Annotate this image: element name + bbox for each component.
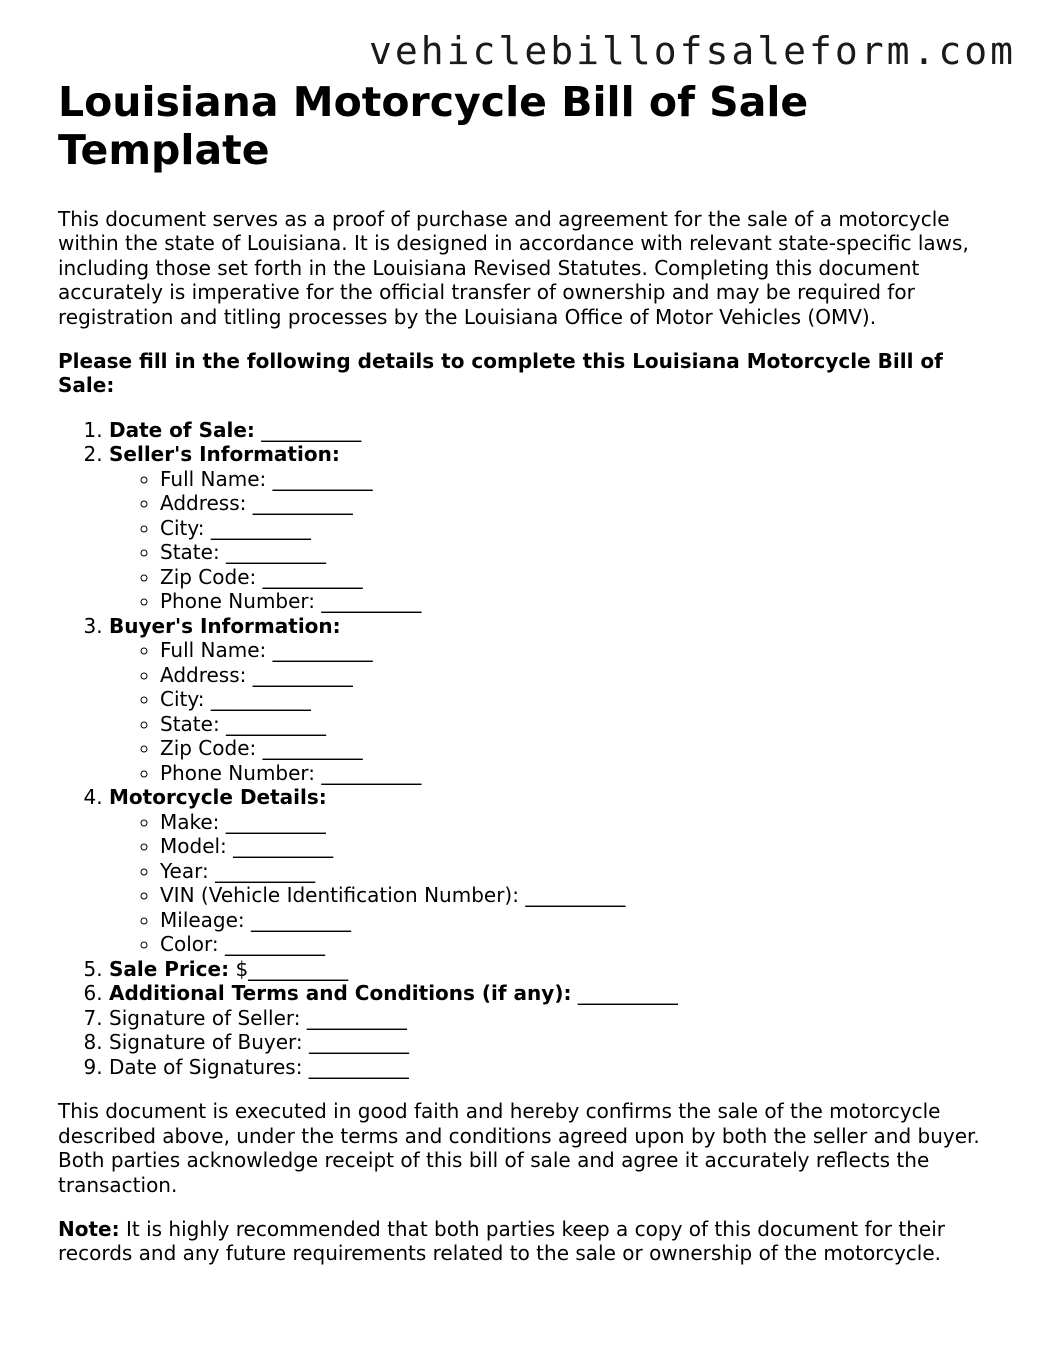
list-item-sale-price: [109, 957, 998, 982]
blank-line[interactable]: __________: [224, 932, 325, 957]
list-item: [160, 712, 998, 737]
list-item: [160, 859, 998, 884]
field-label: Date of Signatures:: [109, 1054, 303, 1079]
list-item: [160, 663, 998, 688]
blank-line[interactable]: __________: [251, 907, 352, 932]
intro-paragraph: This document serves as a proof of purchase and agreement for the sale of a motorcycle within the state of Louisiana. It is designed in accordance with relevant state-specific laws, including those set forth in the Louisiana Revised Statutes. Completing this document accurately is imperative for the official transfer of ownership and may be required for registration and titling processes by the Louisiana Office of Motor Vehicles (OMV).: [58, 207, 969, 329]
field-label: State:: [160, 711, 220, 736]
field-label: Full Name:: [160, 638, 267, 663]
field-label: Color:: [160, 932, 219, 957]
blank-line[interactable]: __________: [248, 956, 349, 981]
list-item-signature-buyer: [109, 1030, 998, 1055]
form-field-list: [58, 418, 998, 1080]
blank-line[interactable]: __________: [226, 711, 327, 736]
field-label: Address:: [160, 491, 247, 516]
blank-line[interactable]: __________: [252, 491, 353, 516]
note-label: Note:: [58, 1216, 120, 1241]
field-label: Phone Number:: [160, 589, 316, 614]
list-item: [160, 932, 998, 957]
field-label: Signature of Seller:: [109, 1005, 301, 1030]
list-item-motorcycle-details: [109, 785, 998, 957]
list-item: [160, 589, 998, 614]
field-label: Phone Number:: [160, 760, 316, 785]
list-item-date-of-sale: [109, 418, 998, 443]
blank-line[interactable]: __________: [321, 760, 422, 785]
list-item: [160, 638, 998, 663]
field-label: Year:: [160, 858, 209, 883]
field-label: Sale Price:: [109, 956, 230, 981]
blank-line[interactable]: __________: [308, 1030, 409, 1055]
field-label: Signature of Buyer:: [109, 1030, 303, 1055]
list-item: [160, 908, 998, 933]
list-item: [160, 491, 998, 516]
list-item: [160, 540, 998, 565]
fill-prompt: Please fill in the following details to complete this Louisiana Motorcycle Bill of Sale:: [58, 349, 943, 398]
currency-symbol: $: [235, 956, 249, 981]
field-label: Full Name:: [160, 466, 267, 491]
note-paragraph: [58, 1217, 998, 1266]
list-item: [160, 810, 998, 835]
motorcycle-field-list: [109, 810, 998, 957]
buyer-field-list: [109, 638, 998, 785]
blank-line[interactable]: __________: [306, 1005, 407, 1030]
field-label: Zip Code:: [160, 564, 257, 589]
field-label: City:: [160, 687, 205, 712]
list-item: [160, 467, 998, 492]
blank-line[interactable]: __________: [210, 515, 311, 540]
section-label: Motorcycle Details:: [109, 785, 327, 810]
blank-line[interactable]: __________: [210, 687, 311, 712]
field-label: VIN (Vehicle Identification Number):: [160, 883, 519, 908]
list-item-signature-seller: [109, 1006, 998, 1031]
field-label: Zip Code:: [160, 736, 257, 761]
blank-line[interactable]: __________: [262, 564, 363, 589]
blank-line[interactable]: __________: [233, 834, 334, 859]
field-label: City:: [160, 515, 205, 540]
blank-line[interactable]: __________: [215, 858, 316, 883]
blank-line[interactable]: __________: [226, 540, 327, 565]
blank-line[interactable]: __________: [321, 589, 422, 614]
closing-paragraph: This document is executed in good faith and hereby confirms the sale of the motorcycle described above, under the terms and conditions agreed upon by both the seller and buyer. Both parties acknowledge receipt of this bill of sale and agree it accurately reflects the transaction.: [58, 1099, 980, 1197]
field-label: State:: [160, 540, 220, 565]
blank-line[interactable]: __________: [577, 981, 678, 1006]
blank-line[interactable]: __________: [272, 466, 373, 491]
blank-line[interactable]: __________: [225, 809, 326, 834]
blank-line[interactable]: __________: [261, 417, 362, 442]
field-label: Date of Sale:: [109, 417, 255, 442]
blank-line[interactable]: __________: [272, 638, 373, 663]
page-title: Louisiana Motorcycle Bill of Sale Template: [58, 78, 809, 174]
list-item: [160, 565, 998, 590]
list-item: [160, 687, 998, 712]
field-label: Make:: [160, 809, 220, 834]
field-label: Model:: [160, 834, 227, 859]
list-item-seller-info: [109, 442, 998, 614]
field-label: Mileage:: [160, 907, 245, 932]
site-watermark: vehiclebillofsaleform.com: [369, 29, 1016, 73]
list-item-date-of-signatures: [109, 1055, 998, 1080]
list-item: [160, 736, 998, 761]
seller-field-list: [109, 467, 998, 614]
blank-line[interactable]: __________: [525, 883, 626, 908]
blank-line[interactable]: __________: [262, 736, 363, 761]
list-item-buyer-info: [109, 614, 998, 786]
list-item: [160, 883, 998, 908]
note-text: It is highly recommended that both parties keep a copy of this document for their records and any future requirements related to the sale or ownership of the motorcycle.: [58, 1216, 945, 1266]
list-item: [160, 834, 998, 859]
list-item-additional-terms: [109, 981, 998, 1006]
list-item: [160, 761, 998, 786]
section-label: Buyer's Information:: [109, 613, 341, 638]
blank-line[interactable]: __________: [308, 1054, 409, 1079]
field-label: Address:: [160, 662, 247, 687]
field-label: Additional Terms and Conditions (if any):: [109, 981, 572, 1006]
list-item: [160, 516, 998, 541]
section-label: Seller's Information:: [109, 442, 340, 467]
blank-line[interactable]: __________: [252, 662, 353, 687]
document-body: [58, 78, 998, 1266]
